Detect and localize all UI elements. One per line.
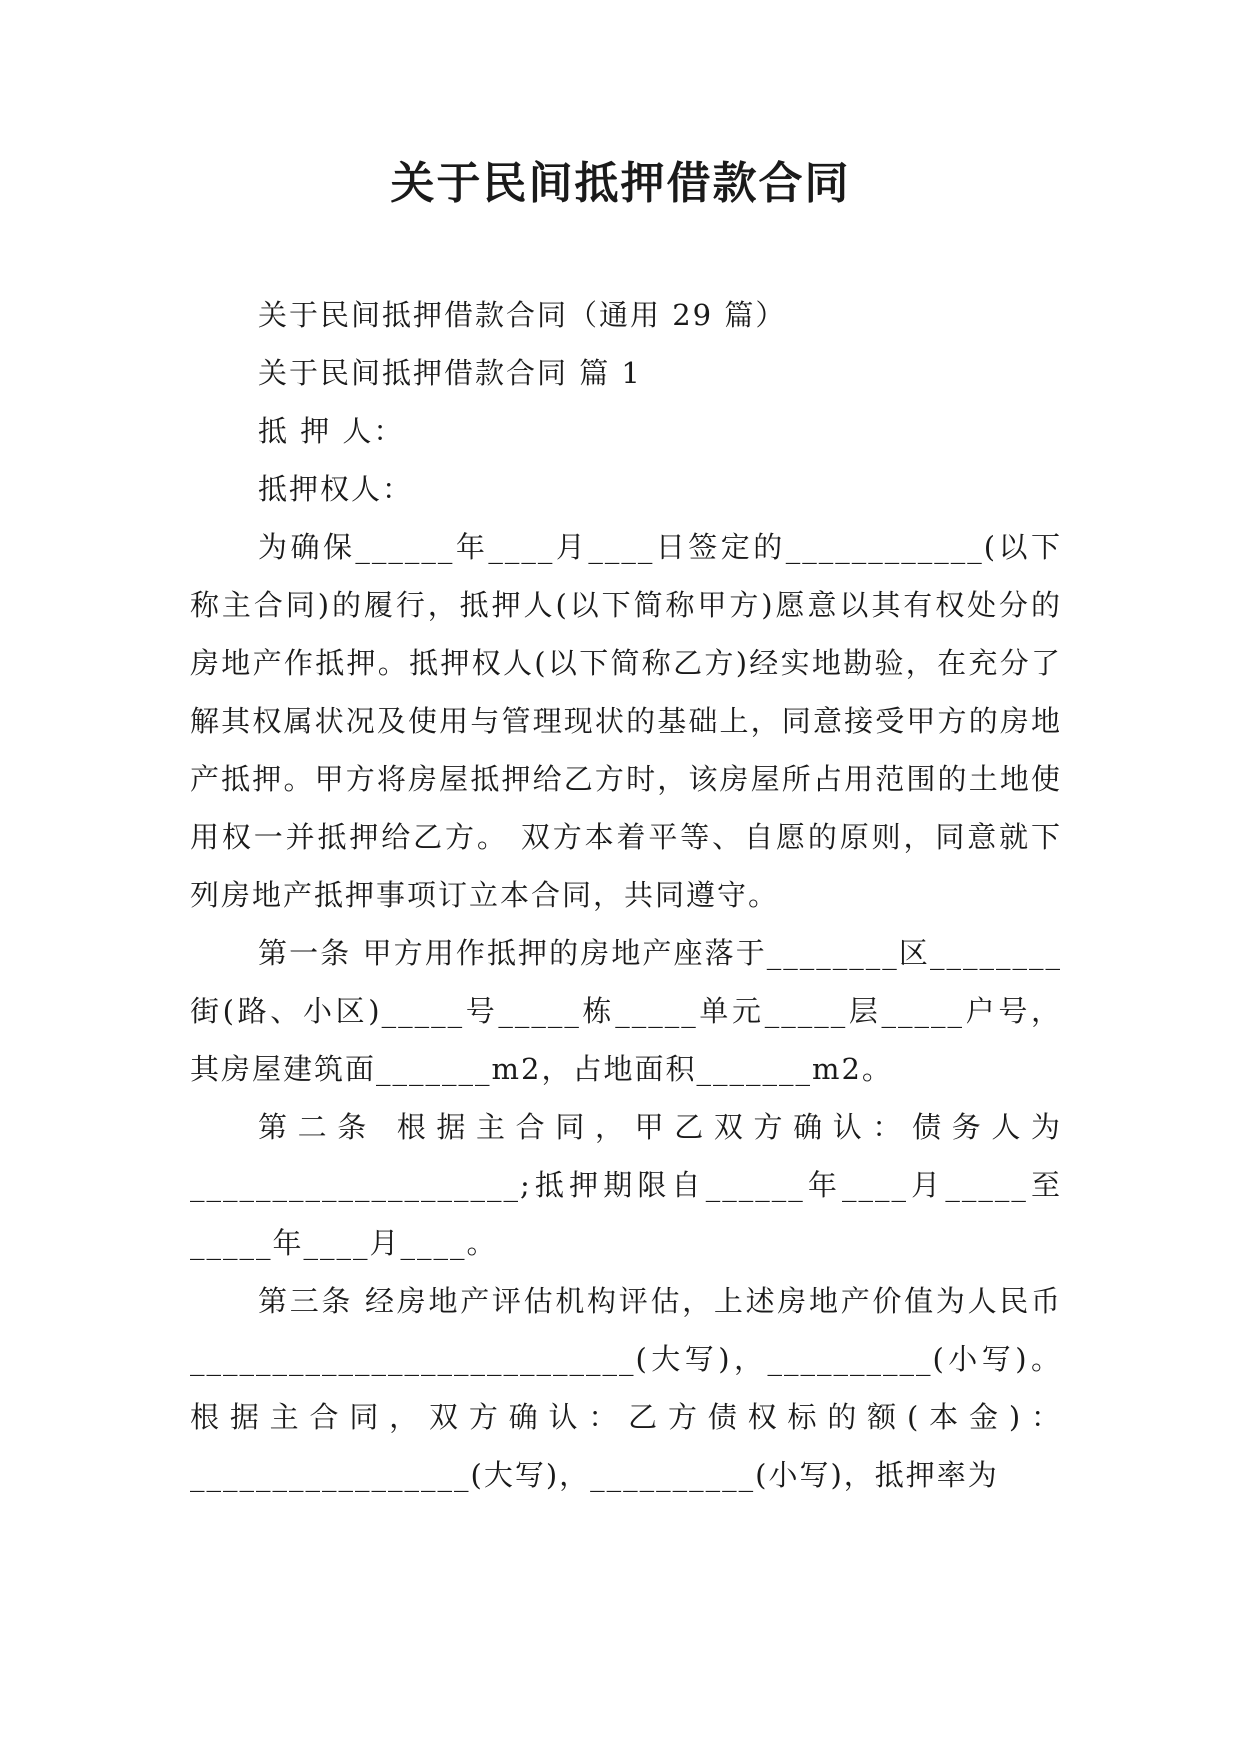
intro-paragraph: 为确保______年____月____日签定的____________(以下称主合同)的履行，抵押人(以下简称甲方)愿意以其有权处分的房地产作抵押。抵押权人(以下简称乙方)经实地勘验，在充分了解其权属状况及使用与管理现状的基础上，同意接受甲方的房地产抵押。甲方将房屋抵押给乙方时，该房屋所占用范围的土地使用权一并抵押给乙方。 双方本着平等、自愿的原则，同意就下列房地产抵押事项订立本合同，共同遵守。 [190, 530, 1062, 912]
document-body [190, 286, 1062, 1504]
mortgagor-label: 抵 押 人： [258, 414, 405, 448]
article-1: 第一条 甲方用作抵押的房地产座落于________区________街(路、小区)_____号_____栋_____单元_____层_____户号，其房屋建筑面_______m2，占地面积_______m2。 [190, 936, 1062, 1086]
article-2: 第二条 根据主合同，甲乙双方确认：债务人为____________________;抵押期限自______年____月_____至_____年____月____。 [190, 1110, 1062, 1260]
section-heading: 关于民间抵押借款合同 篇 1 [258, 356, 642, 390]
article-3: 第三条 经房地产评估机构评估，上述房地产价值为人民币___________________________(大写)，__________(小写)。根据主合同，双方确认：乙方债权标的额(本金)：_________________(大写)，__________(小写)，抵押率为 [190, 1284, 1062, 1492]
document-title: 关于民间抵押借款合同 [390, 158, 851, 209]
mortgagee-label: 抵押权人： [258, 472, 414, 506]
document-subtitle: 关于民间抵押借款合同（通用 29 篇） [258, 298, 787, 332]
